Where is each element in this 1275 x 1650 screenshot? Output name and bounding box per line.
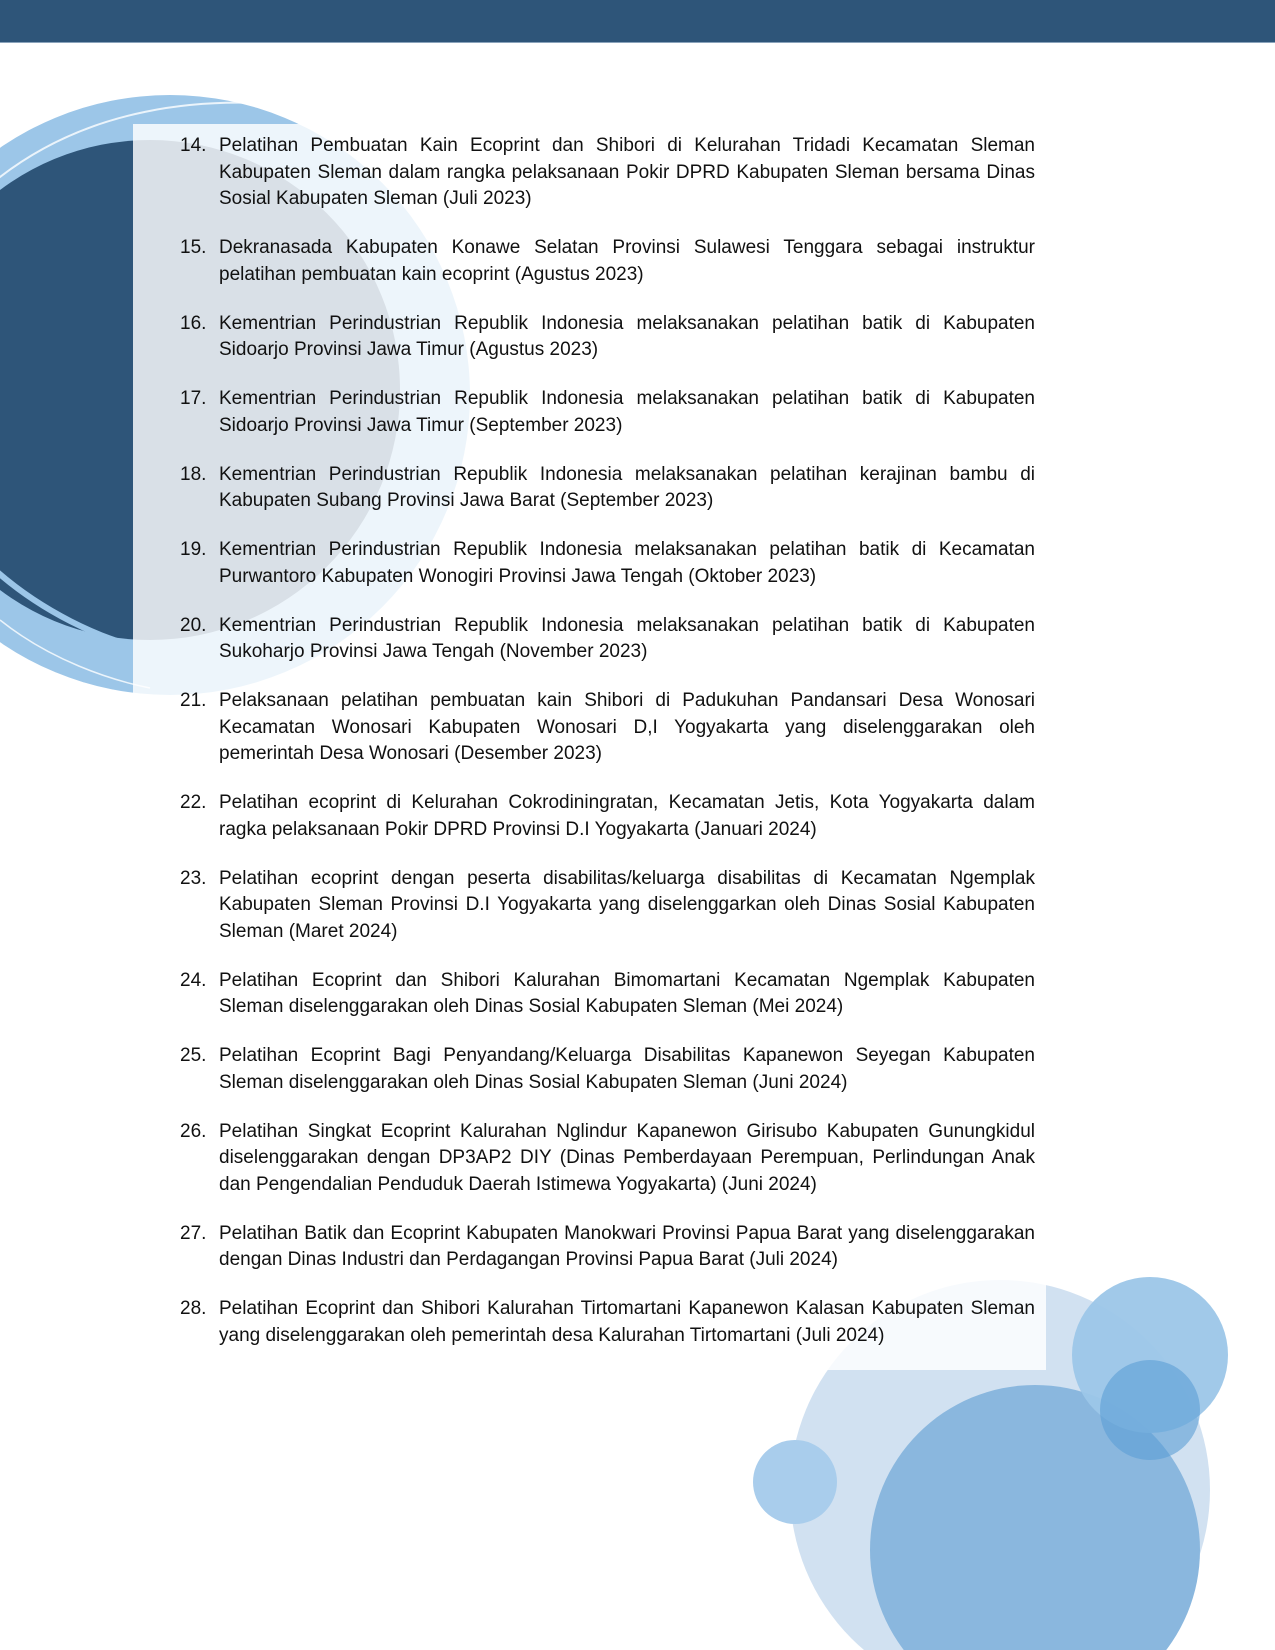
item-text: Pelatihan Batik dan Ecoprint Kabupaten Manokwari Provinsi Papua Barat yang diselenggarakan dengan Dinas Industri dan Perdagangan Provinsi Papua Barat (Juli 2024) xyxy=(219,1222,1035,1270)
list-item xyxy=(180,790,1035,843)
item-number: 18. xyxy=(180,463,207,485)
item-number: 21. xyxy=(180,690,207,711)
item-text: Pelatihan ecoprint di Kelurahan Cokrodiningratan, Kecamatan Jetis, Kota Yogyakarta dalam ragka pelaksanaan Pokir DPRD Provinsi D.I Yogyakarta (Januari 2024) xyxy=(219,792,1035,840)
item-text: Dekranasada Kabupaten Konawe Selatan Provinsi Sulawesi Tenggara sebagai instruktur pelatihan pembuatan kain ecoprint (Agustus 2023) xyxy=(219,237,1035,285)
training-list xyxy=(180,133,1035,1372)
item-number: 16. xyxy=(180,312,207,334)
list-item xyxy=(180,1221,1035,1274)
item-number: 22. xyxy=(180,792,207,813)
item-text: Kementrian Perindustrian Republik Indonesia melaksanakan pelatihan kerajinan bambu di Kabupaten Subang Provinsi Jawa Barat (September 2023) xyxy=(219,463,1035,511)
list-item xyxy=(180,1043,1035,1096)
list-item xyxy=(180,688,1035,768)
list-item xyxy=(180,462,1035,515)
item-number: 26. xyxy=(180,1120,207,1142)
item-number: 25. xyxy=(180,1045,207,1066)
list-item xyxy=(180,537,1035,590)
item-text: Kementrian Perindustrian Republik Indonesia melaksanakan pelatihan batik di Kabupaten Sukoharjo Provinsi Jawa Tengah (November 2023) xyxy=(219,614,1035,662)
item-number: 19. xyxy=(180,539,207,560)
item-text: Pelatihan Ecoprint dan Shibori Kalurahan Tirtomartani Kapanewon Kalasan Kabupaten Sleman yang diselenggarakan oleh pemerintah desa Kalurahan Tirtomartani (Juli 2024) xyxy=(219,1298,1035,1346)
list-item xyxy=(180,968,1035,1021)
list-item xyxy=(180,1119,1035,1199)
item-text: Kementrian Perindustrian Republik Indonesia melaksanakan pelatihan batik di Kabupaten Sidoarjo Provinsi Jawa Timur (Agustus 2023) xyxy=(219,312,1035,360)
item-text: Pelatihan Singkat Ecoprint Kalurahan Nglindur Kapanewon Girisubo Kabupaten Gunungkidul diselenggarakan dengan DP3AP2 DIY (Dinas Pemberdayaan Perempuan, Perlindungan Anak dan Pengendalian Penduduk Daerah Istimewa Yogyakarta) (Juni 2024) xyxy=(219,1120,1035,1195)
item-number: 27. xyxy=(180,1222,207,1244)
small-left-circle xyxy=(753,1440,837,1524)
list-item xyxy=(180,133,1035,213)
item-number: 17. xyxy=(180,388,207,409)
item-text: Pelatihan ecoprint dengan peserta disabilitas/keluarga disabilitas di Kecamatan Ngemplak Kabupaten Sleman Provinsi D.I Yogyakarta yang diselenggarkan oleh Dinas Sosial Kabupaten Sleman (Maret 2024) xyxy=(219,867,1035,942)
item-number: 23. xyxy=(180,867,207,889)
item-text: Pelatihan Ecoprint dan Shibori Kalurahan Bimomartani Kecamatan Ngemplak Kabupaten Sleman diselenggarakan oleh Dinas Sosial Kabupaten Sleman (Mei 2024) xyxy=(219,969,1035,1017)
list-item xyxy=(180,1296,1035,1349)
item-text: Pelatihan Ecoprint Bagi Penyandang/Keluarga Disabilitas Kapanewon Seyegan Kabupaten Sleman diselenggarakan oleh Dinas Sosial Kabupaten Sleman (Juni 2024) xyxy=(219,1045,1035,1093)
item-text: Kementrian Perindustrian Republik Indonesia melaksanakan pelatihan batik di Kecamatan Purwantoro Kabupaten Wonogiri Provinsi Jawa Tengah (Oktober 2023) xyxy=(219,539,1035,587)
list-item xyxy=(180,235,1035,288)
item-text: Pelatihan Pembuatan Kain Ecoprint dan Shibori di Kelurahan Tridadi Kecamatan Sleman Kabupaten Sleman dalam rangka pelaksanaan Pokir DPRD Kabupaten Sleman bersama Dinas Sosial Kabupaten Sleman (Juli 2023) xyxy=(219,135,1035,209)
item-number: 15. xyxy=(180,237,207,258)
item-number: 14. xyxy=(180,135,207,156)
list-item xyxy=(180,866,1035,946)
item-number: 28. xyxy=(180,1298,207,1319)
item-text: Kementrian Perindustrian Republik Indonesia melaksanakan pelatihan batik di Kabupaten Sidoarjo Provinsi Jawa Timur (September 2023) xyxy=(219,388,1035,436)
list-item xyxy=(180,386,1035,439)
list-item xyxy=(180,311,1035,364)
item-text: Pelaksanaan pelatihan pembuatan kain Shibori di Padukuhan Pandansari Desa Wonosari Kecamatan Wonosari Kabupaten Wonosari D,I Yogyakarta yang diselenggarakan oleh pemerintah Desa Wonosari (Desember 2023) xyxy=(219,690,1035,764)
item-number: 24. xyxy=(180,969,207,991)
item-number: 20. xyxy=(180,614,207,636)
upper-right-overlap xyxy=(1100,1360,1200,1460)
list-item xyxy=(180,613,1035,666)
